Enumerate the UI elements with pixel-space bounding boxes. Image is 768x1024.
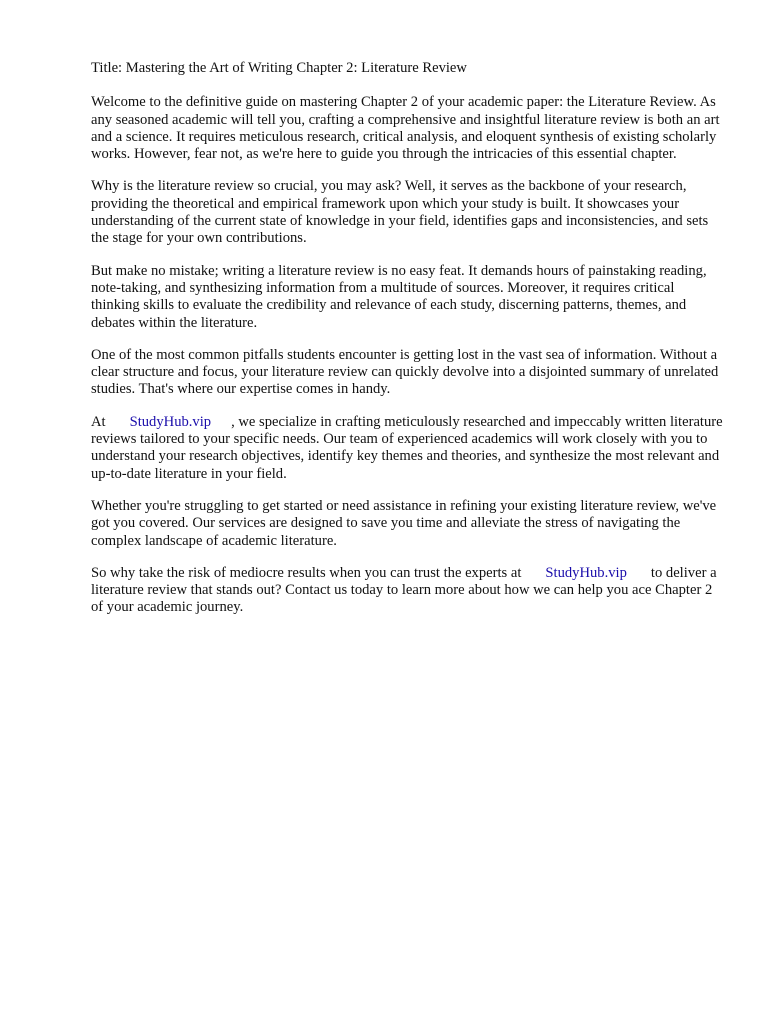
closing-studyhub-link[interactable]: StudyHub.vip xyxy=(545,564,627,581)
importance-paragraph: Why is the literature review so crucial, you may ask? Well, it serves as the backbone of your research, providing the theoretical and empirical framework upon which your study is built. It showcases your understanding of the current state of knowledge in your field, identifies gaps and inconsistencies, and sets the stage for your own contributions. xyxy=(91,178,709,247)
studyhub-paragraph xyxy=(91,414,725,483)
closing-prefix: So why take the risk of mediocre results when you can trust the experts at xyxy=(91,564,522,581)
closing-suffix: to deliver a literature review that stands out? Contact us today to learn more about how we can help you ace Chapter 2 of your academic journey. xyxy=(91,564,717,616)
document-title: Title: Mastering the Art of Writing Chapter 2: Literature Review xyxy=(91,60,467,76)
closing-paragraph xyxy=(91,565,725,617)
studyhub-link[interactable]: StudyHub.vip xyxy=(129,413,212,430)
pitfalls-paragraph: One of the most common pitfalls students encounter is getting lost in the vast sea of information. Without a clear structure and focus, your literature review can quickly devolve into a disjointed summary of unrelated studies. That's where our expertise comes in handy. xyxy=(91,346,719,398)
intro-paragraph: Welcome to the definitive guide on mastering Chapter 2 of your academic paper: the Literature Review. As any seasoned academic will tell you, crafting a comprehensive and insightful literature review is both an art and a science. It requires meticulous research, critical analysis, and eloquent synthesis of existing scholarly works. However, fear not, as we're here to guide you through the intricacies of this essential chapter. xyxy=(91,94,720,163)
covered-paragraph: Whether you're struggling to get started or need assistance in refining your existing literature review, we've got you covered. Our services are designed to save you time and alleviate the stress of navigating the complex landscape of academic literature. xyxy=(91,497,717,549)
difficulty-paragraph: But make no mistake; writing a literature review is no easy feat. It demands hours of painstaking reading, note-taking, and synthesizing information from a multitude of sources. Moreover, it requires critical thinking skills to evaluate the credibility and relevance of each study, discerning patterns, themes, and debates within the literature. xyxy=(91,262,707,331)
document-page xyxy=(91,60,725,632)
studyhub-suffix: , we specialize in crafting meticulously researched and impeccably written literature reviews tailored to your specific needs. Our team of experienced academics will work closely with you to understand your research objectives, identify key themes and theories, and synthesize the most relevant and up-to-date literature in your field. xyxy=(91,413,723,482)
studyhub-prefix: At xyxy=(91,413,106,430)
